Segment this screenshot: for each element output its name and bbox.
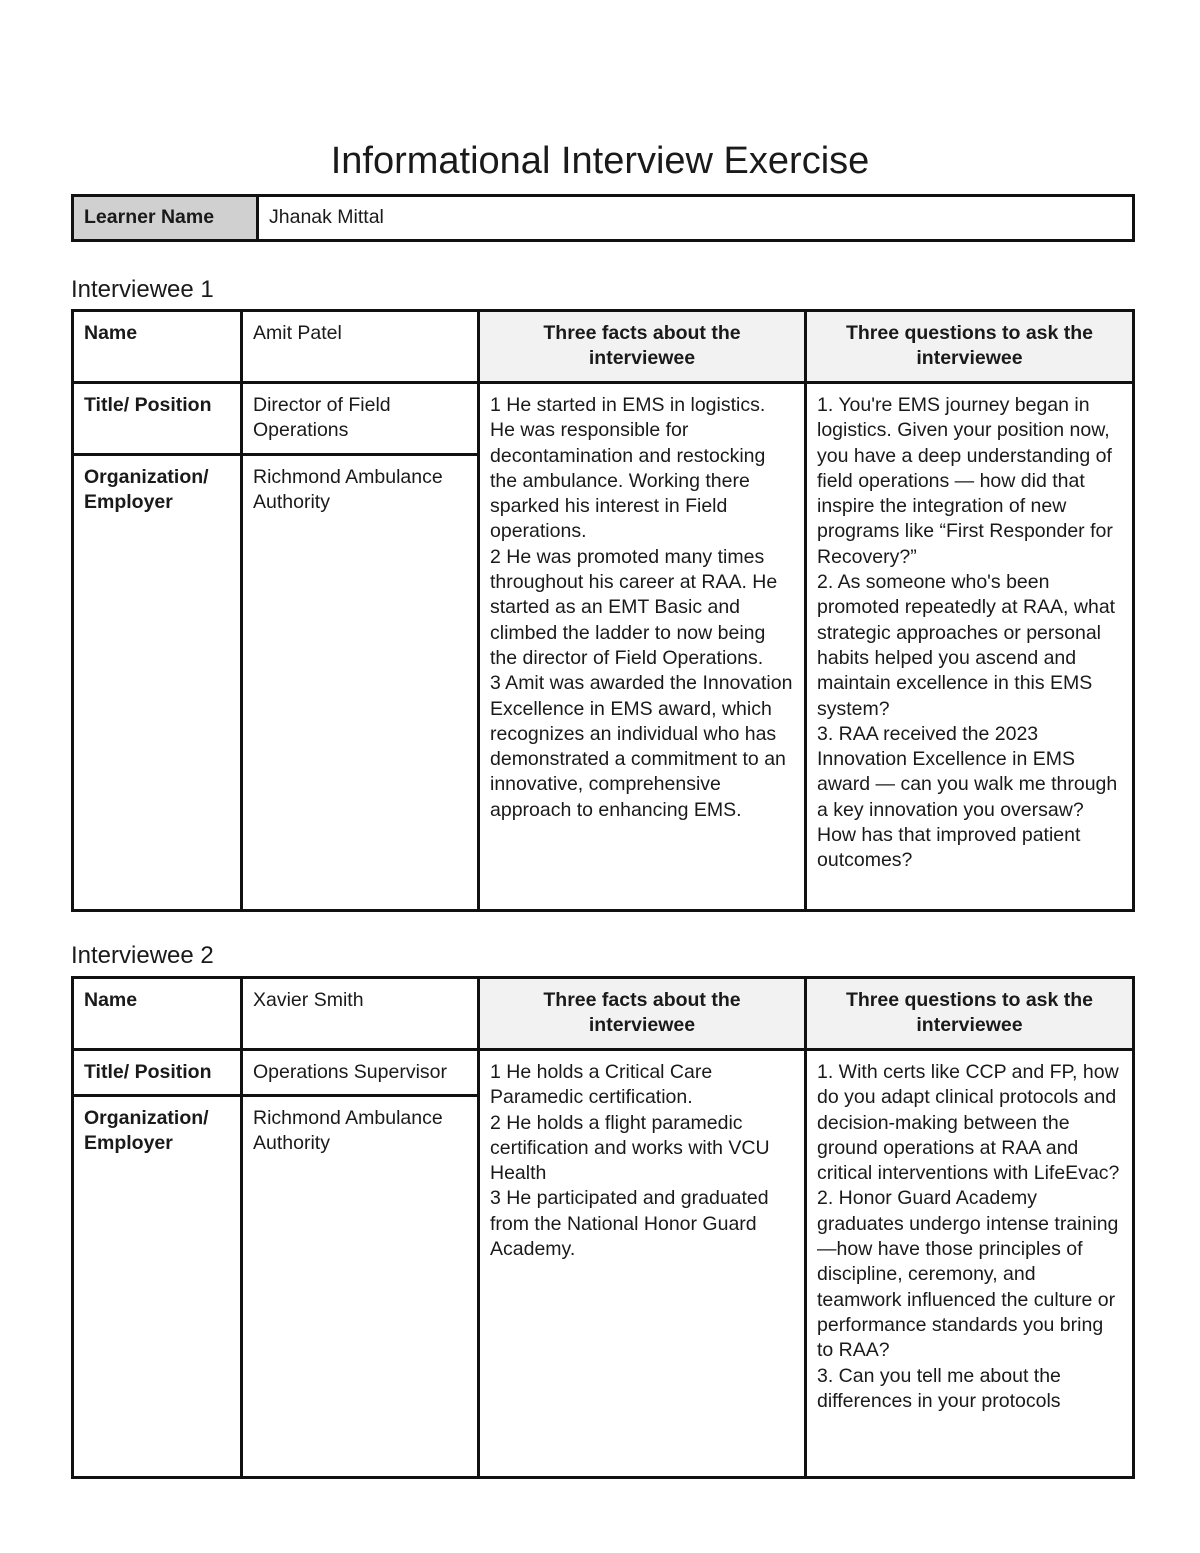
name-value-cell: Xavier Smith bbox=[242, 978, 479, 1050]
questions-cell: 1. With certs like CCP and FP, how do you adapt clinical protocols and decision-making between the ground operations at RAA and critical interventions with LifeEvac? 2. Honor Guard Academy graduates undergo intense training—how have those principles of discipline, ceremony, and teamwork influenced the culture or performance standards you bring to RAA? 3. Can you tell me about the differences in your protocols bbox=[806, 1050, 1134, 1478]
name-value-cell: Amit Patel bbox=[242, 311, 479, 383]
facts-header-cell: Three facts about the interviewee bbox=[479, 311, 806, 383]
title-value-cell: Operations Supervisor bbox=[242, 1050, 479, 1096]
name-label-cell: Name bbox=[73, 311, 242, 383]
learner-name-label: Learner Name bbox=[73, 196, 258, 241]
org-label-cell: Organization/ Employer bbox=[73, 455, 242, 911]
page-title: Informational Interview Exercise bbox=[330, 140, 870, 182]
name-label-cell: Name bbox=[73, 978, 242, 1050]
title-label-cell: Title/ Position bbox=[73, 383, 242, 455]
facts-cell: 1 He started in EMS in logistics. He was responsible for decontamination and restocking the ambulance. Working there sparked his interest in Field operations. 2 He was promoted many times throughout his career at RAA. He started as an EMT Basic and climbed the ladder to now being the director of Field Operations. 3 Amit was awarded the Innovation Excellence in EMS award, which recognizes an individual who has demonstrated a commitment to an innovative, comprehensive approach to enhancing EMS. bbox=[479, 383, 806, 911]
table-row bbox=[73, 1050, 1134, 1096]
interviewee-2-table bbox=[71, 976, 1135, 1479]
interviewee-2-heading: Interviewee 2 bbox=[71, 942, 214, 969]
learner-table bbox=[71, 194, 1135, 242]
learner-name-value: Jhanak Mittal bbox=[258, 196, 1134, 241]
table-row bbox=[73, 383, 1134, 455]
interviewee-1-table bbox=[71, 309, 1135, 912]
questions-header-cell: Three questions to ask the interviewee bbox=[806, 311, 1134, 383]
org-value-cell: Richmond Ambulance Authority bbox=[242, 455, 479, 911]
table-row bbox=[73, 978, 1134, 1050]
table-row bbox=[73, 311, 1134, 383]
learner-row bbox=[73, 196, 1134, 241]
questions-header-cell: Three questions to ask the interviewee bbox=[806, 978, 1134, 1050]
org-label-cell: Organization/ Employer bbox=[73, 1096, 242, 1478]
title-value-cell: Director of Field Operations bbox=[242, 383, 479, 455]
interviewee-1-heading: Interviewee 1 bbox=[71, 276, 214, 303]
title-label-cell: Title/ Position bbox=[73, 1050, 242, 1096]
questions-cell: 1. You're EMS journey began in logistics. Given your position now, you have a deep understanding of field operations — how did that inspire the integration of new programs like “First Responder for Recovery?” 2. As someone who's been promoted repeatedly at RAA, what strategic approaches or personal habits helped you ascend and maintain excellence in this EMS system? 3. RAA received the 2023 Innovation Excellence in EMS award — can you walk me through a key innovation you oversaw? How has that improved patient outcomes? bbox=[806, 383, 1134, 911]
facts-cell: 1 He holds a Critical Care Paramedic certification. 2 He holds a flight paramedic certification and works with VCU Health 3 He participated and graduated from the National Honor Guard Academy. bbox=[479, 1050, 806, 1478]
facts-header-cell: Three facts about the interviewee bbox=[479, 978, 806, 1050]
org-value-cell: Richmond Ambulance Authority bbox=[242, 1096, 479, 1478]
